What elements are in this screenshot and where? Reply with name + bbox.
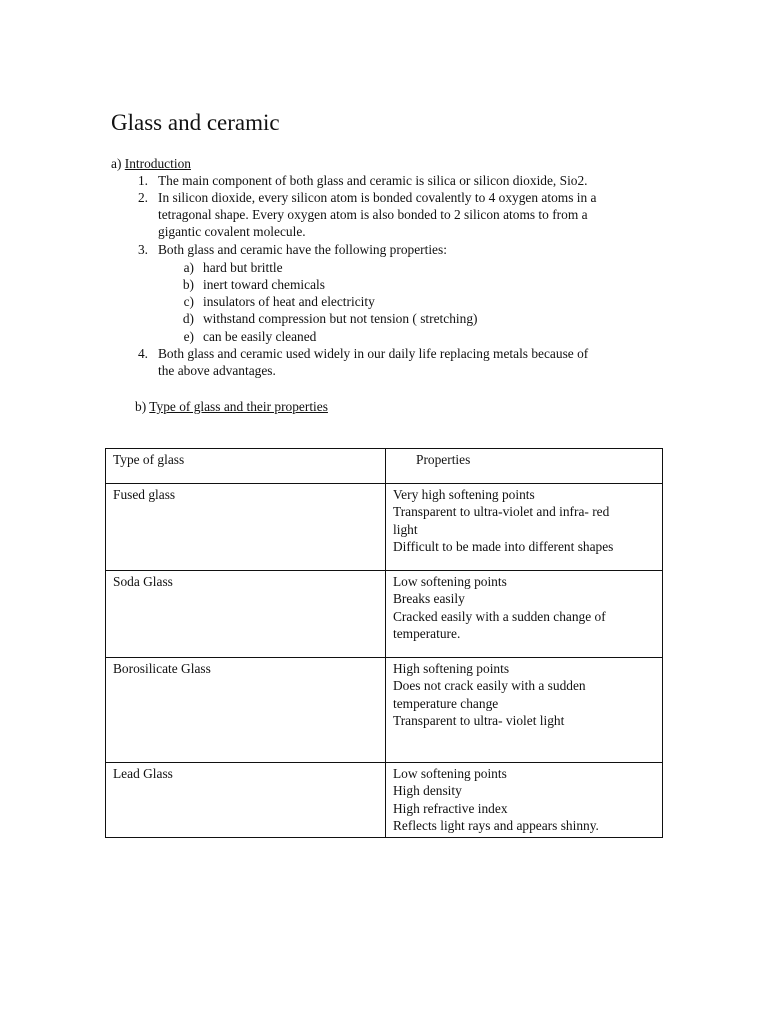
table-header-row bbox=[106, 449, 663, 484]
property-line: Reflects light rays and appears shinny. bbox=[393, 818, 599, 834]
intro-item-text: Both glass and ceramic used widely in our daily life replacing metals because of bbox=[158, 346, 589, 361]
property-line: Transparent to ultra- violet light bbox=[393, 713, 565, 729]
property-letter: e) bbox=[183, 329, 194, 344]
glass-type-cell: Borosilicate Glass bbox=[106, 658, 386, 763]
header-type-of-glass: Type of glass bbox=[106, 449, 386, 484]
header-properties: Properties bbox=[386, 449, 663, 484]
property-line: Very high softening points bbox=[393, 487, 535, 502]
intro-item-number: 4. bbox=[137, 346, 148, 361]
glass-type-cell: Soda Glass bbox=[106, 571, 386, 658]
property-line: Transparent to ultra-violet and infra- red bbox=[393, 504, 610, 520]
property-line: temperature change bbox=[393, 695, 499, 711]
property-item: withstand compression but not tension ( stretching) bbox=[203, 311, 478, 326]
intro-item-number: 2. bbox=[137, 190, 148, 205]
property-line: Breaks easily bbox=[393, 591, 465, 607]
property-line: Difficult to be made into different shapes bbox=[393, 539, 614, 555]
property-line: light bbox=[393, 521, 418, 537]
document-title: Glass and ceramic bbox=[111, 110, 280, 135]
section-b-marker: b) bbox=[135, 399, 147, 414]
intro-item-text: Both glass and ceramic have the following properties: bbox=[158, 242, 447, 257]
section-a-heading bbox=[111, 155, 191, 172]
section-b-heading bbox=[135, 398, 328, 415]
intro-item-text: In silicon dioxide, every silicon atom is bonded covalently to 4 oxygen atoms in a bbox=[158, 190, 597, 205]
glass-type-cell: Fused glass bbox=[106, 484, 386, 571]
intro-item-text: gigantic covalent molecule. bbox=[158, 224, 306, 239]
properties-cell bbox=[386, 658, 663, 763]
table-row bbox=[106, 763, 663, 838]
property-line: Does not crack easily with a sudden bbox=[393, 678, 586, 694]
intro-item-number: 1. bbox=[137, 173, 148, 188]
property-item: insulators of heat and electricity bbox=[203, 294, 375, 309]
property-line: High density bbox=[393, 783, 462, 799]
intro-item-text: The main component of both glass and ceramic is silica or silicon dioxide, Sio2. bbox=[158, 173, 588, 188]
intro-item-text: tetragonal shape. Every oxygen atom is also bonded to 2 silicon atoms to from a bbox=[158, 207, 588, 222]
table-row bbox=[106, 484, 663, 571]
table-row bbox=[106, 571, 663, 658]
property-line: Low softening points bbox=[393, 766, 507, 781]
intro-item-text: the above advantages. bbox=[158, 363, 276, 378]
glass-types-table bbox=[105, 448, 663, 838]
property-letter: d) bbox=[182, 311, 194, 326]
property-line: High refractive index bbox=[393, 800, 508, 816]
property-line: temperature. bbox=[393, 626, 461, 642]
section-b-title: Type of glass and their properties bbox=[149, 399, 328, 414]
property-item: inert toward chemicals bbox=[203, 277, 325, 292]
property-item: hard but brittle bbox=[203, 260, 283, 275]
property-letter: c) bbox=[183, 294, 194, 309]
property-letter: b) bbox=[182, 277, 194, 292]
properties-cell bbox=[386, 484, 663, 571]
table-row bbox=[106, 658, 663, 763]
section-a-marker: a) bbox=[111, 156, 122, 171]
properties-cell bbox=[386, 763, 663, 838]
glass-type-cell: Lead Glass bbox=[106, 763, 386, 838]
section-a-title: Introduction bbox=[124, 156, 191, 171]
property-letter: a) bbox=[183, 260, 194, 275]
property-line: Low softening points bbox=[393, 574, 507, 589]
property-line: Cracked easily with a sudden change of bbox=[393, 608, 606, 624]
properties-cell bbox=[386, 571, 663, 658]
property-line: High softening points bbox=[393, 661, 510, 676]
intro-item-number: 3. bbox=[137, 242, 148, 257]
property-item: can be easily cleaned bbox=[203, 329, 317, 344]
